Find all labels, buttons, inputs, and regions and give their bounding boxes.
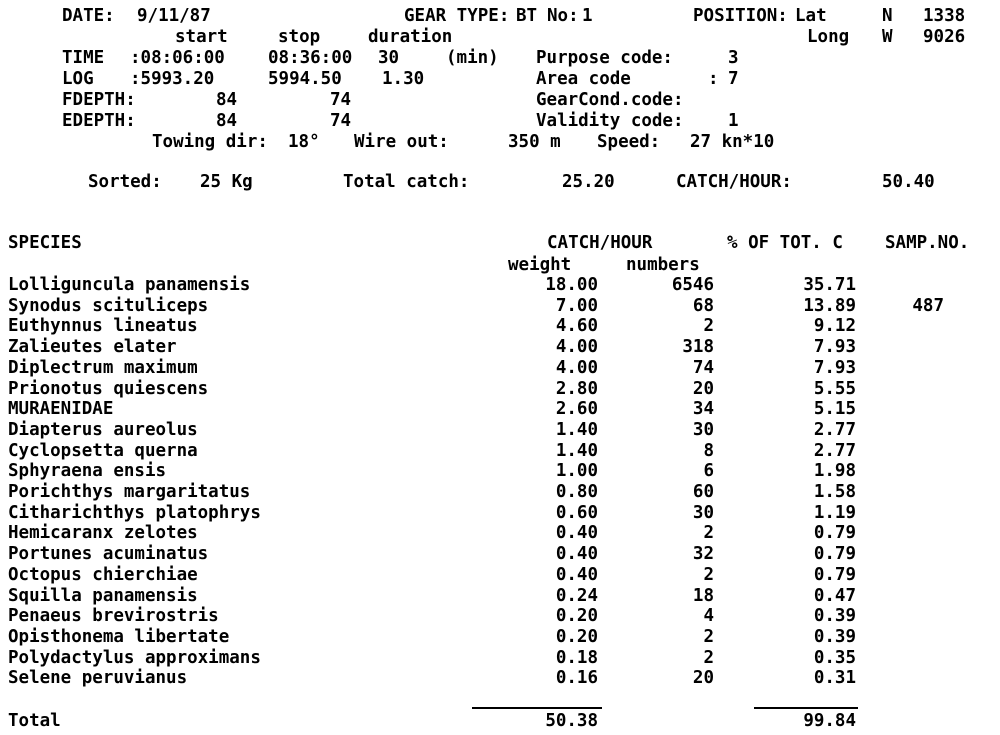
validity-code-label: Validity code: xyxy=(536,111,684,131)
numbers-value: 2 xyxy=(703,564,714,585)
numbers-value: 32 xyxy=(692,544,714,565)
percent-value: 0.47 xyxy=(813,585,856,606)
table-row xyxy=(0,586,1000,607)
speed-label: Speed: xyxy=(597,132,661,152)
percent-value: 0.79 xyxy=(813,564,856,585)
long-label: Long xyxy=(807,27,850,47)
date-value: 9/11/87 xyxy=(137,6,211,26)
percent-value: 2.77 xyxy=(813,440,856,461)
species-name: MURAENIDAE xyxy=(8,399,114,420)
numbers-value: 60 xyxy=(692,482,714,502)
edepth-start: 84 xyxy=(216,111,238,131)
towing-dir-value: 18° xyxy=(288,132,320,152)
table-row xyxy=(0,544,1000,565)
catch-per-hour-column-header: CATCH/HOUR xyxy=(547,233,653,253)
weight-total-rule xyxy=(472,707,602,709)
species-name: Hemicaranx zelotes xyxy=(8,523,198,544)
wire-out-label: Wire out: xyxy=(354,132,449,152)
numbers-value: 2 xyxy=(703,316,714,337)
validity-code-value: 1 xyxy=(728,111,739,131)
column-duration-label: duration xyxy=(368,27,453,47)
percent-value: 7.93 xyxy=(813,337,856,358)
column-start-label: start xyxy=(175,27,228,47)
numbers-value: 18 xyxy=(692,585,714,606)
lat-label: Lat xyxy=(795,6,827,26)
log-start: :5993.20 xyxy=(130,69,215,89)
table-row xyxy=(0,358,1000,379)
percent-value: 1.58 xyxy=(813,482,856,502)
numbers-value: 318 xyxy=(682,337,714,358)
area-code-value: 7 xyxy=(728,69,739,89)
weight-value: 0.80 xyxy=(555,482,598,502)
gear-type-value: BT xyxy=(516,6,538,26)
weight-value: 4.00 xyxy=(555,337,598,358)
percent-value: 13.89 xyxy=(803,295,856,316)
table-row xyxy=(0,275,1000,296)
column-stop-label: stop xyxy=(278,27,321,47)
fdepth-label: FDEPTH: xyxy=(62,90,136,110)
table-row xyxy=(0,565,1000,586)
long-hemisphere: W xyxy=(882,27,893,47)
numbers-value: 2 xyxy=(703,626,714,647)
weight-value: 2.60 xyxy=(555,399,598,420)
species-name: Synodus scituliceps xyxy=(8,295,209,316)
total-label: Total xyxy=(8,711,61,731)
fdepth-start: 84 xyxy=(216,90,238,110)
table-row xyxy=(0,648,1000,669)
lat-value: 1338 xyxy=(923,6,966,26)
edepth-stop: 74 xyxy=(330,111,352,131)
total-percent-value: 99.84 xyxy=(803,711,856,731)
weight-value: 2.80 xyxy=(555,378,598,399)
numbers-value: 8 xyxy=(703,440,714,461)
species-name: Sphyraena ensis xyxy=(8,461,167,482)
time-duration: 30 xyxy=(378,48,400,68)
speed-value: 27 kn*10 xyxy=(690,132,775,152)
species-name: Portunes acuminatus xyxy=(8,544,209,565)
no-label: No: xyxy=(547,6,579,26)
percent-value: 0.35 xyxy=(813,647,856,668)
percent-value: 1.19 xyxy=(813,502,856,523)
position-label: POSITION: xyxy=(693,6,788,26)
weight-value: 4.00 xyxy=(555,357,598,378)
species-name: Prionotus quiescens xyxy=(8,378,209,399)
table-row xyxy=(0,399,1000,420)
catch-per-hour-value: 50.40 xyxy=(882,172,935,192)
species-name: Diapterus aureolus xyxy=(8,419,198,440)
time-label: TIME xyxy=(62,48,105,68)
species-name: Squilla panamensis xyxy=(8,585,198,606)
numbers-value: 2 xyxy=(703,647,714,668)
percent-value: 0.39 xyxy=(813,626,856,647)
species-name: Euthynnus lineatus xyxy=(8,316,198,337)
weight-value: 0.60 xyxy=(555,502,598,523)
weight-value: 0.40 xyxy=(555,523,598,544)
area-code-separator: : xyxy=(708,69,719,89)
lat-hemisphere: N xyxy=(882,6,893,26)
species-name: Porichthys margaritatus xyxy=(8,482,251,502)
percent-value: 5.55 xyxy=(813,378,856,399)
percent-value: 1.98 xyxy=(813,461,856,482)
table-row xyxy=(0,296,1000,317)
table-row xyxy=(0,316,1000,337)
sorted-label: Sorted: xyxy=(88,172,162,192)
total-catch-label: Total catch: xyxy=(343,172,470,192)
catch-per-hour-label: CATCH/HOUR: xyxy=(676,172,792,192)
species-name: Diplectrum maximum xyxy=(8,357,198,378)
numbers-value: 6546 xyxy=(671,275,714,295)
table-row xyxy=(0,627,1000,648)
numbers-value: 4 xyxy=(703,606,714,627)
species-name: Zalieutes elater xyxy=(8,337,177,358)
numbers-value: 34 xyxy=(692,399,714,420)
species-name: Octopus chierchiae xyxy=(8,564,198,585)
numbers-value: 6 xyxy=(703,461,714,482)
species-name: Lolliguncula panamensis xyxy=(8,275,251,295)
gearcond-code-label: GearCond.code: xyxy=(536,90,684,110)
table-row xyxy=(0,606,1000,627)
weight-value: 4.60 xyxy=(555,316,598,337)
percent-value: 5.15 xyxy=(813,399,856,420)
weight-value: 1.40 xyxy=(555,419,598,440)
sample-number-column-header: SAMP.NO. xyxy=(885,233,970,253)
edepth-label: EDEPTH: xyxy=(62,111,136,131)
table-row xyxy=(0,668,1000,689)
species-column-header: SPECIES xyxy=(8,233,82,253)
sorted-value: 25 Kg xyxy=(200,172,253,192)
percent-value: 2.77 xyxy=(813,419,856,440)
numbers-value: 20 xyxy=(692,378,714,399)
weight-value: 0.40 xyxy=(555,564,598,585)
percent-value: 0.79 xyxy=(813,544,856,565)
purpose-code-value: 3 xyxy=(728,48,739,68)
numbers-value: 2 xyxy=(703,523,714,544)
table-row xyxy=(0,503,1000,524)
weight-value: 0.24 xyxy=(555,585,598,606)
percent-total-rule xyxy=(754,707,858,709)
weight-value: 1.00 xyxy=(555,461,598,482)
percent-value: 9.12 xyxy=(813,316,856,337)
species-name: Polydactylus approximans xyxy=(8,647,261,668)
towing-dir-label: Towing dir: xyxy=(152,132,268,152)
numbers-value: 20 xyxy=(692,668,714,689)
numbers-value: 68 xyxy=(692,295,714,316)
log-duration: 1.30 xyxy=(382,69,425,89)
percent-total-column-header: % OF TOT. C xyxy=(727,233,843,253)
time-stop: 08:36:00 xyxy=(268,48,353,68)
total-catch-value: 25.20 xyxy=(562,172,615,192)
species-name: Penaeus brevirostris xyxy=(8,606,219,627)
percent-value: 0.31 xyxy=(813,668,856,689)
table-row xyxy=(0,482,1000,503)
numbers-subheader: numbers xyxy=(626,255,700,275)
weight-value: 0.16 xyxy=(555,668,598,689)
table-row xyxy=(0,461,1000,482)
gear-type-label: GEAR TYPE: xyxy=(404,6,510,26)
sample-number-value: 487 xyxy=(912,295,944,316)
weight-value: 7.00 xyxy=(555,295,598,316)
species-name: Selene peruvianus xyxy=(8,668,188,689)
numbers-value: 74 xyxy=(692,357,714,378)
weight-value: 0.40 xyxy=(555,544,598,565)
weight-subheader: weight xyxy=(508,255,572,275)
species-name: Citharichthys platophrys xyxy=(8,502,261,523)
weight-value: 0.18 xyxy=(555,647,598,668)
no-value: 1 xyxy=(582,6,593,26)
weight-value: 0.20 xyxy=(555,606,598,627)
time-unit: (min) xyxy=(446,48,499,68)
long-value: 9026 xyxy=(923,27,966,47)
table-row xyxy=(0,337,1000,358)
table-row xyxy=(0,523,1000,544)
purpose-code-label: Purpose code: xyxy=(536,48,673,68)
percent-value: 0.39 xyxy=(813,606,856,627)
log-label: LOG xyxy=(62,69,94,89)
date-label: DATE: xyxy=(62,6,115,26)
wire-out-value: 350 m xyxy=(508,132,561,152)
species-name: Opisthonema libertate xyxy=(8,626,230,647)
fdepth-stop: 74 xyxy=(330,90,352,110)
numbers-value: 30 xyxy=(692,419,714,440)
weight-value: 0.20 xyxy=(555,626,598,647)
numbers-value: 30 xyxy=(692,502,714,523)
log-stop: 5994.50 xyxy=(268,69,342,89)
percent-value: 7.93 xyxy=(813,357,856,378)
time-start: :08:06:00 xyxy=(130,48,225,68)
table-row xyxy=(0,379,1000,400)
species-name: Cyclopsetta querna xyxy=(8,440,198,461)
table-row xyxy=(0,441,1000,462)
table-row xyxy=(0,420,1000,441)
weight-value: 18.00 xyxy=(545,275,598,295)
area-code-label: Area code xyxy=(536,69,631,89)
weight-value: 1.40 xyxy=(555,440,598,461)
percent-value: 35.71 xyxy=(803,275,856,295)
total-weight-value: 50.38 xyxy=(545,711,598,731)
percent-value: 0.79 xyxy=(813,523,856,544)
